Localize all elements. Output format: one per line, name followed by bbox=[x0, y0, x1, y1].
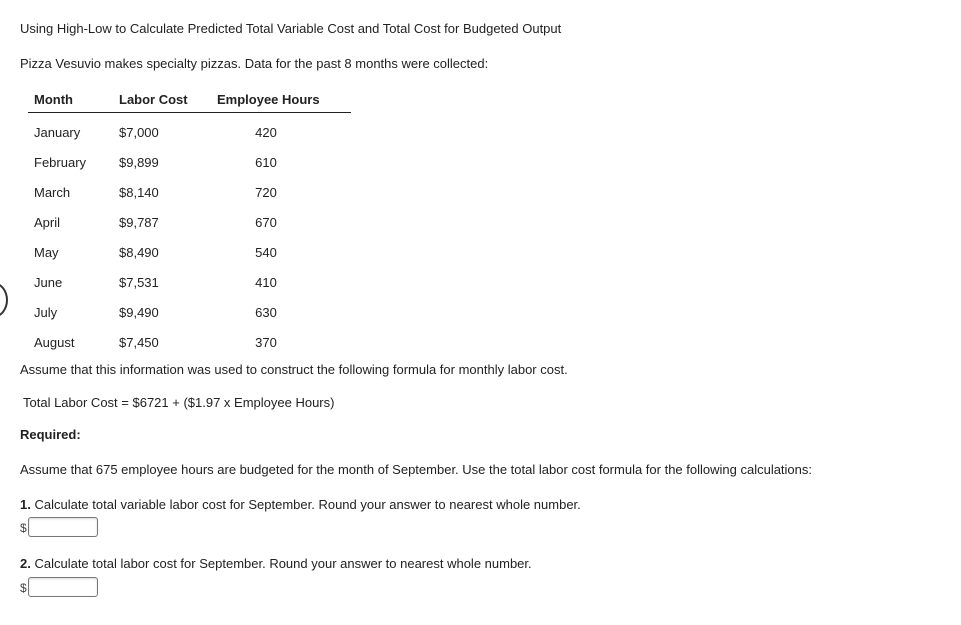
hours-cell: 410 bbox=[255, 274, 277, 290]
table-row bbox=[28, 297, 351, 327]
budget-assumption-text: Assume that 675 employee hours are budgeted for the month of September. Use the total labor cost formula for the following calculations: bbox=[20, 462, 813, 477]
question-text: Calculate total variable labor cost for September. Round your answer to nearest whole number. bbox=[34, 497, 581, 512]
header-employee-hours: Employee Hours bbox=[205, 86, 351, 113]
formula-intro-text: Assume that this information was used to construct the following formula for monthly labor cost. bbox=[20, 362, 568, 377]
month-cell: May bbox=[34, 244, 59, 260]
table-header-row bbox=[28, 86, 351, 113]
month-cell: January bbox=[34, 124, 81, 140]
header-labor-cost: Labor Cost bbox=[101, 86, 205, 113]
labor-cost-cell: $7,531 bbox=[119, 274, 159, 290]
currency-symbol: $ bbox=[20, 521, 27, 535]
question-text: Calculate total labor cost for September. Round your answer to nearest whole number. bbox=[34, 556, 532, 571]
hours-cell: 630 bbox=[255, 304, 277, 320]
hours-cell: 670 bbox=[255, 214, 277, 230]
hours-cell: 540 bbox=[255, 244, 277, 260]
month-cell: July bbox=[34, 304, 58, 320]
month-cell: June bbox=[34, 274, 63, 290]
month-cell: August bbox=[34, 334, 75, 350]
page-title: Using High-Low to Calculate Predicted Total Variable Cost and Total Cost for Budgeted Output bbox=[20, 21, 562, 36]
header-month: Month bbox=[28, 86, 101, 113]
hours-cell: 370 bbox=[255, 334, 277, 350]
table-row bbox=[28, 207, 351, 237]
question-1 bbox=[20, 497, 581, 512]
table-row bbox=[28, 177, 351, 207]
labor-cost-cell: $9,490 bbox=[119, 304, 159, 320]
labor-data-table bbox=[28, 86, 351, 357]
question-2 bbox=[20, 556, 532, 571]
labor-cost-cell: $9,787 bbox=[119, 214, 159, 230]
required-heading: Required: bbox=[20, 427, 81, 442]
table-row bbox=[28, 327, 351, 357]
labor-cost-cell: $7,450 bbox=[119, 334, 159, 350]
hours-cell: 420 bbox=[255, 124, 277, 140]
labor-cost-cell: $8,140 bbox=[119, 184, 159, 200]
hours-cell: 720 bbox=[255, 184, 277, 200]
table-row bbox=[28, 113, 351, 148]
intro-text: Pizza Vesuvio makes specialty pizzas. Data for the past 8 months were collected: bbox=[20, 56, 489, 71]
month-cell: March bbox=[34, 184, 71, 200]
question-number: 2. bbox=[20, 556, 31, 571]
month-cell: April bbox=[34, 214, 61, 230]
currency-symbol: $ bbox=[20, 581, 27, 595]
labor-cost-cell: $7,000 bbox=[119, 124, 159, 140]
question-number: 1. bbox=[20, 497, 31, 512]
labor-cost-formula: Total Labor Cost = $6721 + ($1.97 x Employee Hours) bbox=[23, 395, 335, 410]
table-row bbox=[28, 237, 351, 267]
labor-cost-cell: $9,899 bbox=[119, 154, 159, 170]
answer-input-2[interactable] bbox=[28, 577, 98, 597]
month-cell: February bbox=[34, 154, 87, 170]
answer-input-1[interactable] bbox=[28, 517, 98, 537]
table-row bbox=[28, 267, 351, 297]
navigation-handle[interactable] bbox=[0, 282, 8, 318]
hours-cell: 610 bbox=[255, 154, 277, 170]
table-row bbox=[28, 147, 351, 177]
labor-cost-cell: $8,490 bbox=[119, 244, 159, 260]
